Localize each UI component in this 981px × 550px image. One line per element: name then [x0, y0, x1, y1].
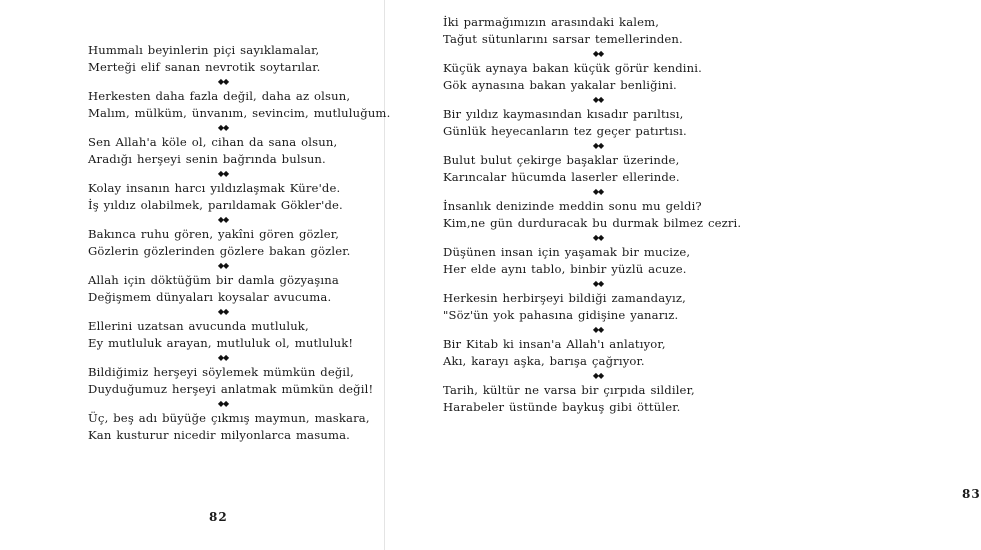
verse — [88, 134, 378, 168]
verse-line: Duyduğumuz herşeyi anlatmak mümkün değil! — [88, 382, 374, 396]
verse-line: Gök aynasına bakan yakalar benliğini. — [443, 78, 677, 92]
verse-separator-ornament: ◆◆ — [217, 307, 229, 316]
verse — [443, 60, 753, 94]
verse-line: Kolay insanın harcı yıldızlaşmak Küre'de. — [88, 181, 341, 195]
verse-line: Bildiğimiz herşeyi söylemek mümkün değil, — [88, 365, 354, 379]
left-verses — [88, 42, 391, 444]
verse-line: Her elde aynı tablo, binbir yüzlü acuze. — [443, 262, 687, 276]
verse-line: Küçük aynaya bakan küçük görür kendini. — [443, 61, 702, 75]
verse — [443, 290, 753, 324]
verse-separator-ornament: ◆◆ — [217, 353, 229, 362]
verse-line: Gözlerin gözlerinden gözlere bakan gözler. — [88, 244, 351, 258]
verse — [443, 14, 753, 48]
verse-line: Kim,ne gün durduracak bu durmak bilmez cezri. — [443, 216, 742, 230]
verse — [88, 272, 378, 306]
verse — [88, 42, 378, 76]
verse-line: İş yıldız olabilmek, parıldamak Gökler'de. — [88, 198, 343, 212]
verse-separator-ornament: ◆◆ — [217, 215, 229, 224]
verse-separator-ornament: ◆◆ — [217, 77, 229, 86]
verse-line: Kan kusturur nicedir milyonlarca masuma. — [88, 428, 350, 442]
verse-separator-ornament: ◆◆ — [592, 187, 604, 196]
verse-line: Herkesin herbirşeyi bildiği zamandayız, — [443, 291, 686, 305]
verse-line: Bulut bulut çekirge başaklar üzerinde, — [443, 153, 680, 167]
verse — [88, 364, 378, 398]
verse-line: Ey mutluluk arayan, mutluluk ol, mutluluk! — [88, 336, 354, 350]
verse — [443, 382, 753, 416]
verse-line: Karıncalar hücumda laserler ellerinde. — [443, 170, 680, 184]
verse-separator-ornament: ◆◆ — [592, 279, 604, 288]
verse-separator-ornament: ◆◆ — [592, 371, 604, 380]
verse-line: Aradığı herşeyi senin bağrında bulsun. — [88, 152, 326, 166]
right-page-number: 83 — [962, 487, 981, 501]
verse-line: Değişmem dünyaları koysalar avucuma. — [88, 290, 332, 304]
verse-separator-ornament: ◆◆ — [592, 233, 604, 242]
verse — [443, 244, 753, 278]
verse-line: "Söz'ün yok pahasına gidişine yanarız. — [443, 308, 679, 322]
verse-line: Tağut sütunlarını sarsar temellerinden. — [443, 32, 683, 46]
verse-line: Düşünen insan için yaşamak bir mucize, — [443, 245, 691, 259]
verse-separator-ornament: ◆◆ — [217, 399, 229, 408]
verse-line: İki parmağımızın arasındaki kalem, — [443, 15, 660, 29]
verse-line: Allah için döktüğüm bir damla gözyaşına — [88, 273, 339, 287]
verse — [88, 88, 391, 122]
verse-line: Merteği elif sanan nevrotik soytarılar. — [88, 60, 321, 74]
verse-line: Günlük heyecanların tez geçer patırtısı. — [443, 124, 687, 138]
verse-separator-ornament: ◆◆ — [217, 169, 229, 178]
verse-separator-ornament: ◆◆ — [592, 141, 604, 150]
verse-line: Ellerini uzatsan avucunda mutluluk, — [88, 319, 309, 333]
verse-line: Harabeler üstünde baykuş gibi öttüler. — [443, 400, 681, 414]
verse-line: Akı, karayı aşka, barışa çağrıyor. — [443, 354, 645, 368]
verse-line: Bir yıldız kaymasından kısadır parıltısı, — [443, 107, 684, 121]
verse-line: Herkesten daha fazla değil, daha az olsun, — [88, 89, 351, 103]
left-page-number: 82 — [209, 510, 228, 524]
verse — [88, 410, 378, 444]
verse — [443, 336, 753, 370]
verse-line: Bakınca ruhu gören, yakîni gören gözler, — [88, 227, 340, 241]
verse-line: Üç, beş adı büyüğe çıkmış maymun, maskara, — [88, 411, 370, 425]
verse-line: İnsanlık denizinde meddin sonu mu geldi? — [443, 199, 702, 213]
verse-separator-ornament: ◆◆ — [592, 95, 604, 104]
verse — [88, 226, 378, 260]
verse-line: Malım, mülküm, ünvanım, sevincim, mutluluğum. — [88, 106, 391, 120]
right-verses — [443, 14, 753, 416]
verse — [443, 198, 753, 232]
verse-separator-ornament: ◆◆ — [592, 325, 604, 334]
verse-separator-ornament: ◆◆ — [217, 123, 229, 132]
verse-line: Sen Allah'a köle ol, cihan da sana olsun, — [88, 135, 338, 149]
verse-line: Tarih, kültür ne varsa bir çırpıda sildiler, — [443, 383, 695, 397]
verse — [443, 152, 753, 186]
verse-line: Bir Kitab ki insan'a Allah'ı anlatıyor, — [443, 337, 666, 351]
left-page — [0, 0, 391, 550]
verse-line: Hummalı beyinlerin piçi sayıklamalar, — [88, 43, 320, 57]
verse-separator-ornament: ◆◆ — [592, 49, 604, 58]
verse-separator-ornament: ◆◆ — [217, 261, 229, 270]
verse — [88, 180, 378, 214]
verse — [443, 106, 753, 140]
verse — [88, 318, 378, 352]
